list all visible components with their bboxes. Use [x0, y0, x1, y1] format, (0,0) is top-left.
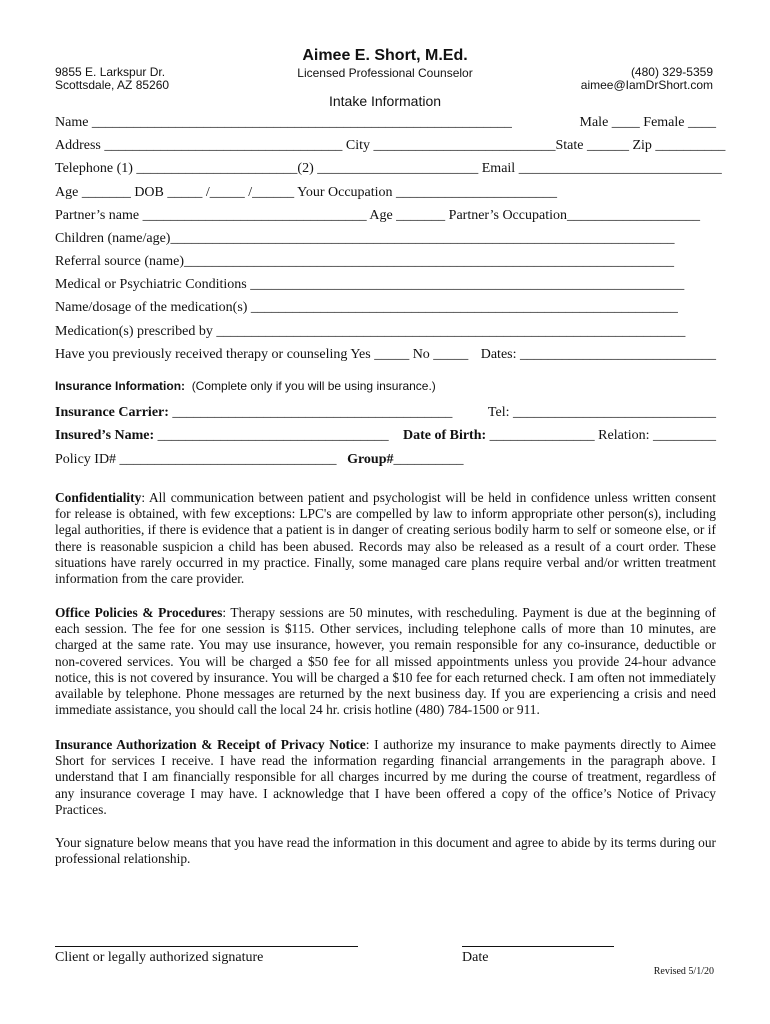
telephone-field[interactable]: Telephone (1) _______________________(2) _______________________ Email _____________________________ — [55, 161, 722, 176]
prescribed-by-field[interactable]: Medication(s) prescribed by ___________________________________________________________________ — [55, 324, 686, 339]
office-policies-title: Office Policies & Procedures — [55, 605, 223, 620]
signature-label: Client or legally authorized signature — [55, 950, 264, 965]
children-field[interactable]: Children (name/age)________________________________________________________________________ — [55, 231, 675, 246]
authorization-title: Insurance Authorization & Receipt of Privacy Notice — [55, 737, 366, 752]
partner-field[interactable]: Partner’s name ________________________________ Age _______ Partner’s Occupation___________________ — [55, 208, 700, 223]
insurance-tel-label: Tel: — [487, 405, 510, 420]
confidentiality-text: : All communication between patient and psychologist will be held in confidence unless written consent for release is obtained, with few exceptions: LPC's are compelled by law to inform appropriate other person(s), including legal authorities, if there is evidence that a patient is in danger of creating serious bodily harm to self or someone else, or if there is reasonable suspicion a child has been abused. Records may also be released as a result of a court order. These situations have rarely occurred in my practice. Finally, some managed care plans require verbal and/or written treatment information from the care provider. — [55, 490, 716, 587]
revision-note: Revised 5/1/20 — [653, 966, 714, 977]
insured-name-row — [55, 428, 716, 444]
group-label: Group# — [347, 452, 394, 467]
address-line-1: 9855 E. Larkspur Dr. — [55, 65, 166, 79]
policy-id-field[interactable]: Policy ID# _______________________________ — [55, 452, 337, 467]
name-row — [55, 115, 716, 131]
contact-info — [581, 66, 713, 92]
insurance-carrier-field[interactable]: ________________________________________ — [172, 405, 453, 420]
policy-row — [55, 452, 716, 468]
previous-therapy-row — [55, 347, 716, 363]
insurance-heading — [55, 379, 436, 393]
sex-field[interactable]: Male ____ Female ____ — [579, 115, 716, 130]
confidentiality-section — [55, 490, 716, 587]
office-policies-section — [55, 605, 716, 718]
insurance-tel-field[interactable]: _____________________________ — [513, 405, 716, 420]
medication-field[interactable]: Name/dosage of the medication(s) _____________________________________________________________ — [55, 300, 678, 315]
insurance-carrier-label: Insurance Carrier: — [55, 405, 169, 420]
insurance-heading-label: Insurance Information: — [55, 379, 186, 393]
signature-line[interactable] — [55, 946, 358, 947]
office-policies-text: : Therapy sessions are 50 minutes, with rescheduling. Payment is due at the beginning of each session. The fee for one session is $115. Other services, including telephone calls of more than 10 minutes, are charged at the same rate. You may use insurance, however, you remain responsible for any co-insurance, deductible or non-covered services. You will be charged a $50 fee for all missed appointments unless you provide 24-hour advance notice, this is not covered by insurance. You will be charged a $10 fee for each returned check. I am often not immediately available by telephone. Phone messages are returned by the next business day. If you are experiencing a crisis and need immediate assistance, you should call the local 24 hr. crisis hotline (480) 784-1500 or 911. — [55, 605, 716, 718]
date-line[interactable] — [462, 946, 614, 947]
previous-therapy-field[interactable]: Have you previously received therapy or counseling Yes _____ No _____ — [55, 347, 469, 362]
signature-statement: Your signature below means that you have read the information in this document and agree to abide by its terms during our professional relationship. — [55, 835, 716, 867]
group-field[interactable]: __________ — [393, 452, 464, 467]
authorization-section — [55, 737, 716, 818]
referral-field[interactable]: Referral source (name)______________________________________________________________________ — [55, 254, 675, 269]
phone-number: (480) 329-5359 — [630, 65, 713, 79]
confidentiality-title: Confidentiality — [55, 490, 142, 505]
therapy-dates-field[interactable]: Dates: ____________________________ — [480, 347, 716, 362]
age-dob-field[interactable]: Age _______ DOB _____ /_____ /______ Your Occupation _______________________ — [55, 185, 558, 200]
provider-credential: Licensed Professional Counselor — [297, 66, 473, 80]
form-title: Intake Information — [328, 93, 442, 109]
provider-name: Aimee E. Short, M.Ed. — [302, 47, 468, 64]
insured-name-field[interactable]: _________________________________ — [157, 428, 389, 443]
insured-dob-field[interactable]: _______________ Relation: _________ — [489, 428, 716, 443]
name-field[interactable]: Name ____________________________________________________________ — [55, 115, 512, 130]
insured-dob-label: Date of Birth: — [402, 428, 487, 443]
insurance-carrier-row — [55, 405, 716, 421]
conditions-field[interactable]: Medical or Psychiatric Conditions ______________________________________________________________ — [55, 277, 685, 292]
date-label: Date — [462, 950, 489, 965]
insurance-tel — [488, 405, 716, 421]
address-line-2: Scottsdale, AZ 85260 — [55, 78, 170, 92]
email-address: aimee@IamDrShort.com — [580, 78, 713, 92]
authorization-text: : I authorize my insurance to make payments directly to Aimee Short for services I receive. I have read the information regarding financial arrangements in the paragraph above. I understand that I am financially responsible for all charges incurred by me during the course of treatment, regardless of any insurance coverage I may have. I acknowledge that I have been offered a copy of the office’s Notice of Privacy Practices. — [55, 737, 716, 817]
insured-name-label: Insured’s Name: — [55, 428, 155, 443]
insured-dob — [403, 428, 716, 444]
address-field[interactable]: Address __________________________________ City __________________________State ______ Zip __________ — [55, 138, 726, 153]
insurance-note: (Complete only if you will be using insurance.) — [191, 379, 436, 393]
